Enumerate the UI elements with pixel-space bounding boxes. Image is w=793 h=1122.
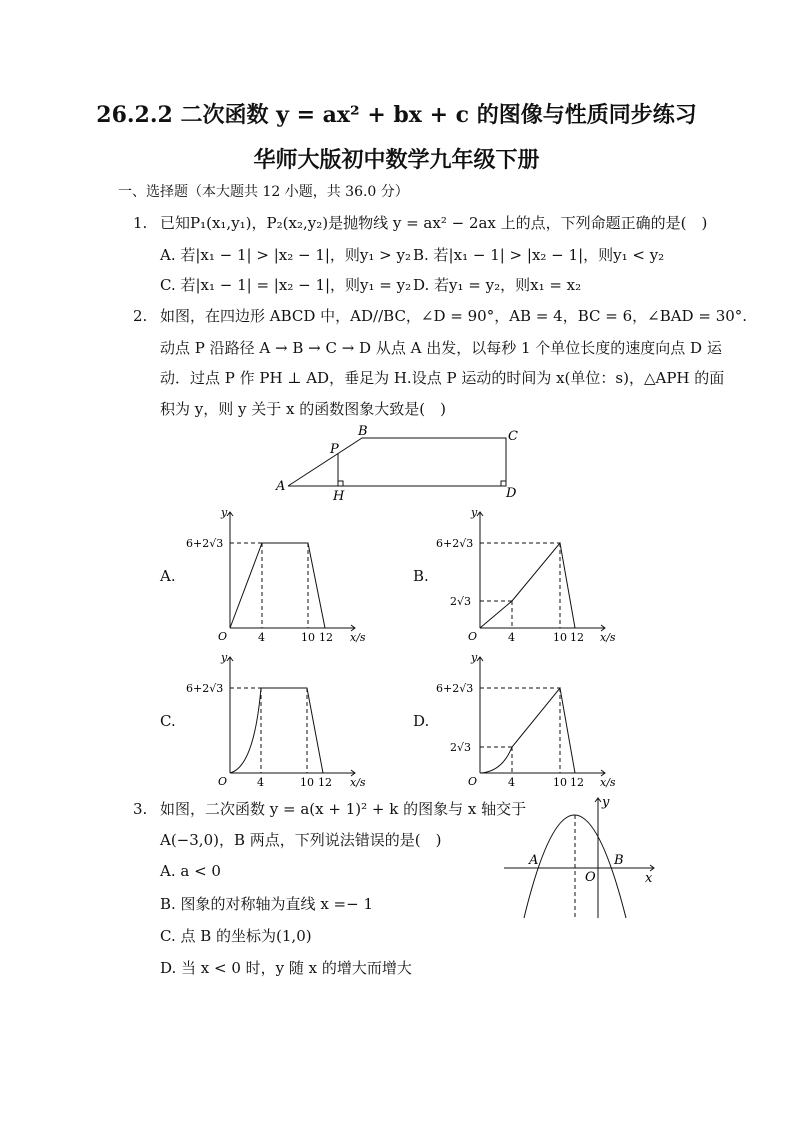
q2-option-b-label: B. xyxy=(413,567,429,585)
x-axis-label: x/s xyxy=(350,631,366,644)
q3-number: 3. xyxy=(133,800,148,818)
origin-label: O xyxy=(218,630,228,643)
graph-d xyxy=(430,645,630,790)
point-b-label: B xyxy=(614,853,624,868)
q2-stem-line3: 动．过点 P 作 PH ⊥ AD，垂足为 H.设点 P 运动的时间为 x(单位：s)，△APH 的面 xyxy=(160,369,725,387)
q3-option-b: B. 图象的对称轴为直线 x =− 1 xyxy=(160,895,374,913)
q1-stem: 已知P₁(x₁,y₁)，P₂(x₂,y₂)是抛物线 y = ax² − 2ax 上的点，下列命题正确的是( ) xyxy=(160,214,708,232)
q3-stem-line1: 如图，二次函数 y = a(x + 1)² + k 的图象与 x 轴交于 xyxy=(160,800,527,818)
top-value-label: 6+2√3 xyxy=(436,537,474,550)
trapezoid-outline xyxy=(288,438,506,486)
graph-curve xyxy=(230,688,323,773)
label-d: D xyxy=(506,486,517,501)
top-value-label: 6+2√3 xyxy=(186,682,224,695)
top-value-label: 6+2√3 xyxy=(436,682,474,695)
tick-4: 4 xyxy=(258,631,265,644)
tick-4: 4 xyxy=(257,776,264,789)
tick-10: 10 xyxy=(301,631,315,644)
label-c: C xyxy=(508,429,518,444)
tick-4: 4 xyxy=(508,776,515,789)
x-axis-label: x/s xyxy=(350,776,366,789)
tick-4: 4 xyxy=(508,631,515,644)
q2-trapezoid-figure xyxy=(270,420,530,505)
q3-option-c: C. 点 B 的坐标为(1,0) xyxy=(160,927,312,945)
y-axis-label: y xyxy=(221,651,228,664)
q2-stem-line1: 如图，在四边形 ABCD 中，AD//BC，∠D = 90°，AB = 4，BC = 6，∠BAD = 30°. xyxy=(160,307,748,325)
q2-option-d-label: D. xyxy=(413,712,430,730)
point-a-label: A xyxy=(529,853,539,868)
label-b: B xyxy=(358,424,368,439)
q1-option-a: A. 若|x₁ − 1| > |x₂ − 1|，则y₁ > y₂ xyxy=(160,246,412,264)
tick-10: 10 xyxy=(300,776,314,789)
mid-value-label: 2√3 xyxy=(450,741,472,754)
top-value-label: 6+2√3 xyxy=(186,537,224,550)
q1-option-b: B. 若|x₁ − 1| > |x₂ − 1|，则y₁ < y₂ xyxy=(413,246,665,264)
q2-stem-line2: 动点 P 沿路径 A → B → C → D 从点 A 出发，以每秒 1 个单位长度的速度向点 D 运 xyxy=(160,339,722,357)
q2-stem-line4: 积为 y，则 y 关于 x 的函数图象大致是( ) xyxy=(160,400,446,418)
page-title: 26.2.2 二次函数 y = ax² + bx + c 的图像与性质同步练习 xyxy=(96,102,697,128)
tick-12: 12 xyxy=(570,776,584,789)
mid-value-label: 2√3 xyxy=(450,595,472,608)
origin-label: O xyxy=(585,870,596,885)
q2-option-a-label: A. xyxy=(160,567,176,585)
y-label: y xyxy=(602,795,610,810)
graph-curve xyxy=(230,543,325,628)
right-angle-h xyxy=(338,481,343,486)
y-axis-label: y xyxy=(221,506,228,519)
section-heading: 一、选择题（本大题共 12 小题，共 36.0 分） xyxy=(118,184,409,200)
q1-number: 1. xyxy=(133,214,148,232)
label-a: A xyxy=(276,479,286,494)
q3-stem-line2: A(−3,0)，B 两点，下列说法错误的是( ) xyxy=(160,831,442,849)
q1-option-c: C. 若|x₁ − 1| = |x₂ − 1|，则y₁ = y₂ xyxy=(160,276,412,294)
y-axis-label: y xyxy=(471,651,478,664)
q3-option-d: D. 当 x < 0 时，y 随 x 的增大而增大 xyxy=(160,959,412,977)
origin-label: O xyxy=(218,775,228,788)
graph-curve xyxy=(480,688,575,773)
graph-b xyxy=(430,500,630,645)
graph-curve xyxy=(480,543,575,628)
tick-12: 12 xyxy=(318,776,332,789)
tick-12: 12 xyxy=(319,631,333,644)
x-axis-label: x/s xyxy=(600,631,616,644)
origin-label: O xyxy=(468,630,478,643)
tick-10: 10 xyxy=(553,631,567,644)
x-axis-label: x/s xyxy=(600,776,616,789)
x-label: x xyxy=(645,871,653,886)
y-axis-label: y xyxy=(471,506,478,519)
tick-12: 12 xyxy=(570,631,584,644)
graph-a xyxy=(180,500,380,645)
label-h: H xyxy=(333,489,345,504)
label-p: P xyxy=(330,442,339,457)
tick-10: 10 xyxy=(553,776,567,789)
page-subtitle: 华师大版初中数学九年级下册 xyxy=(253,147,540,173)
q2-option-c-label: C. xyxy=(160,712,176,730)
q3-option-a: A. a < 0 xyxy=(160,862,221,880)
q3-parabola-figure xyxy=(498,790,668,925)
q1-option-d: D. 若y₁ = y₂，则x₁ = x₂ xyxy=(413,276,582,294)
origin-label: O xyxy=(468,775,478,788)
graph-c xyxy=(180,645,380,790)
q2-number: 2. xyxy=(133,307,148,325)
